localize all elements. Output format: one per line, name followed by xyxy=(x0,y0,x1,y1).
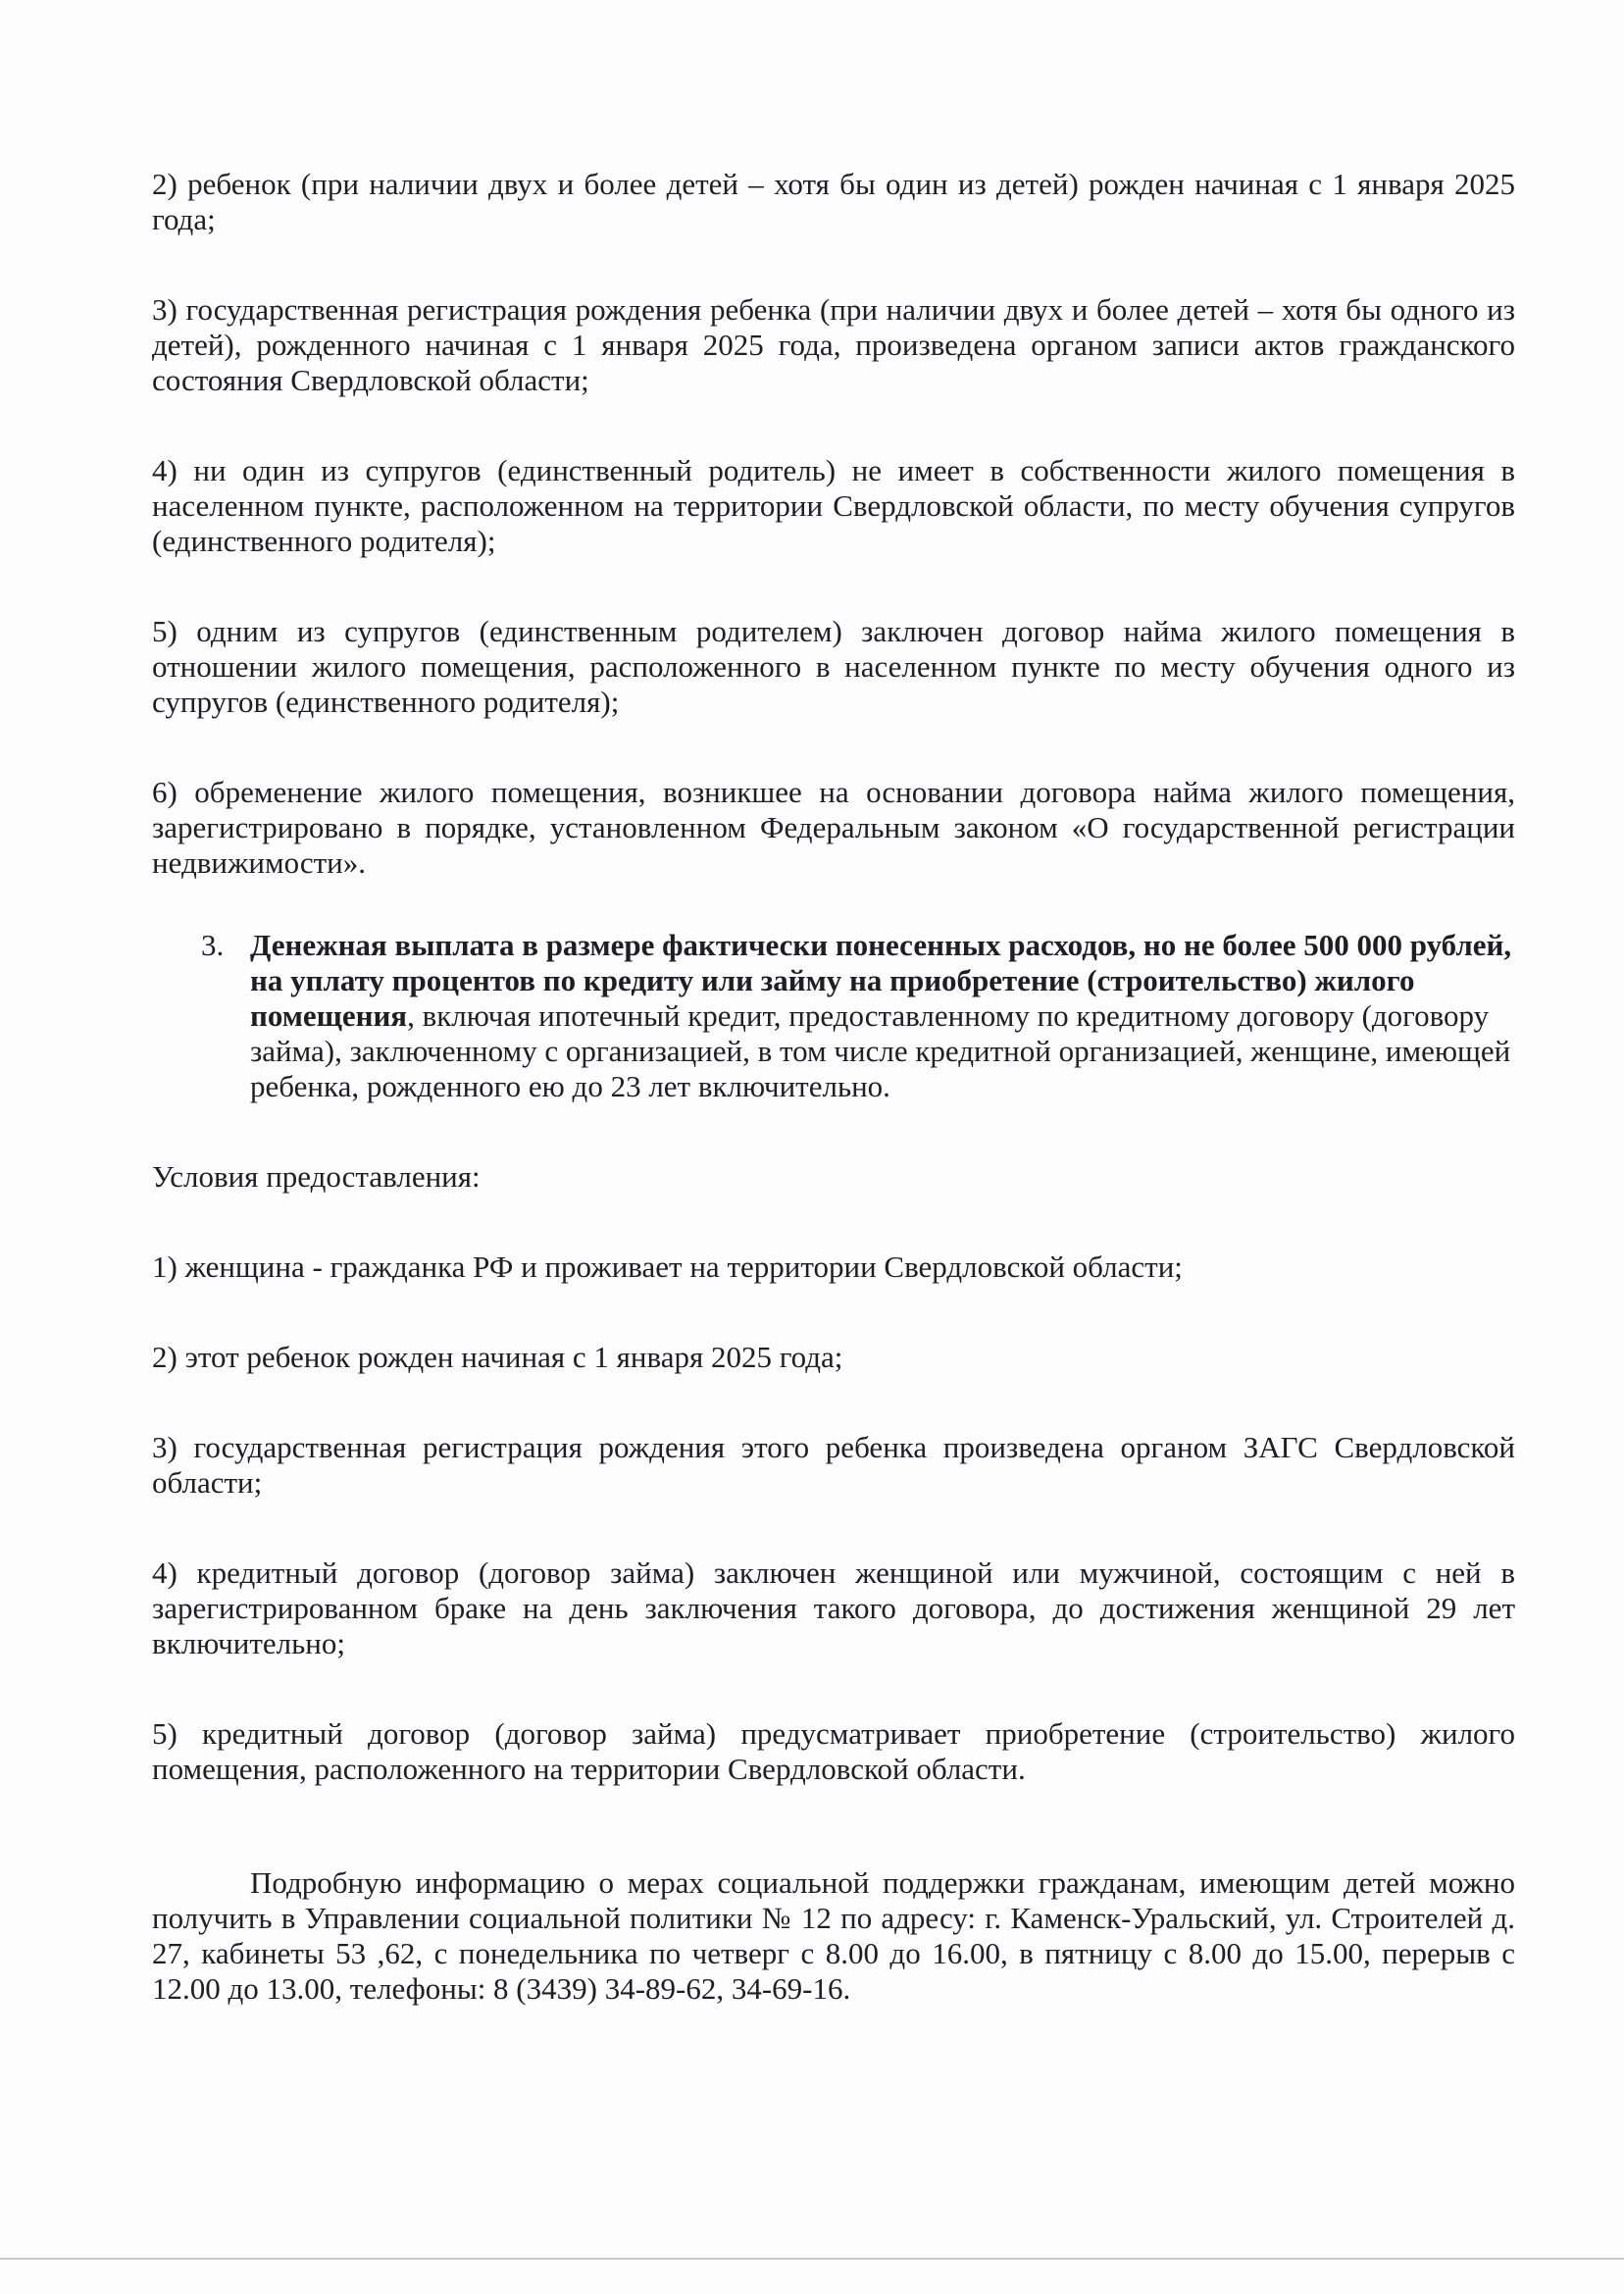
condition-item: 1) женщина - гражданка РФ и проживает на территории Свердловской области; xyxy=(152,1249,1183,1284)
section-3-heading: Денежная выплата в размере фактически понесенных расходов, но не более 500 000 рублей, на уплату процентов по кредиту или займу на приобретение (строительство) жилого помещения xyxy=(250,928,1512,1033)
condition-item: 3) государственная регистрация рождения этого ребенка произведена органом ЗАГС Свердловской области; xyxy=(152,1430,1515,1500)
condition-item-5: 5) одним из супругов (единственным родителем) заключен договор найма жилого помещения в отношении жилого помещения, расположенного в населенном пункте по месту обучения одного из супругов (единственного родителя); xyxy=(152,614,1515,719)
document-body xyxy=(152,167,1515,2062)
section-3-body xyxy=(250,928,1515,1104)
condition-item: 5) кредитный договор (договор займа) предусматривает приобретение (строительство) жилого помещения, расположенного на территории Свердловской области. xyxy=(152,1716,1515,1786)
condition-item-6: 6) обременение жилого помещения, возникшее на основании договора найма жилого помещения, зарегистрировано в порядке, установленном Федеральным законом «О государственной регистрации недвижимости». xyxy=(152,775,1515,880)
section-3-text: , включая ипотечный кредит, предоставленному по кредитному договору (договору займа), заключенному с организацией, в том числе кредитной организацией, женщине, имеющей ребенка, рожденного ею до 23 лет включительно. xyxy=(250,998,1511,1103)
condition-item-2: 2) ребенок (при наличии двух и более детей – хотя бы один из детей) рожден начиная с 1 января 2025 года; xyxy=(152,167,1515,236)
condition-item-4: 4) ни один из супругов (единственный родитель) не имеет в собственности жилого помещения в населенном пункте, расположенном на территории Свердловской области, по месту обучения супругов (единственного родителя); xyxy=(152,453,1515,558)
contact-info-paragraph: Подробную информацию о мерах социальной поддержки гражданам, имеющим детей можно получить в Управлении социальной политики № 12 по адресу: г. Каменск-Уральский, ул. Строителей д. 27, кабинеты 53 ,62, с понедельника по четверг с 8.00 до 16.00, в пятницу с 8.00 до 15.00, перерыв с 12.00 до 13.00, телефоны: 8 (3439) 34-89-62, 34-69-16. xyxy=(152,1865,1515,2006)
condition-item: 4) кредитный договор (договор займа) заключен женщиной или мужчиной, состоящим с ней в зарегистрированном браке на день заключения такого договора, до достижения женщиной 29 лет включительно; xyxy=(152,1555,1515,1660)
condition-item: 2) этот ребенок рожден начиная с 1 января 2025 года; xyxy=(152,1340,843,1374)
condition-item-3: 3) государственная регистрация рождения ребенка (при наличии двух и более детей – хотя бы одного из детей), рожденного начиная с 1 января 2025 года, произведена органом записи актов гражданского состояния Свердловской области; xyxy=(152,292,1515,397)
scan-edge-line xyxy=(0,2258,1624,2260)
section-3 xyxy=(152,928,1515,1104)
conditions-heading: Условия предоставления: xyxy=(152,1159,481,1194)
section-number: 3. xyxy=(201,928,225,962)
